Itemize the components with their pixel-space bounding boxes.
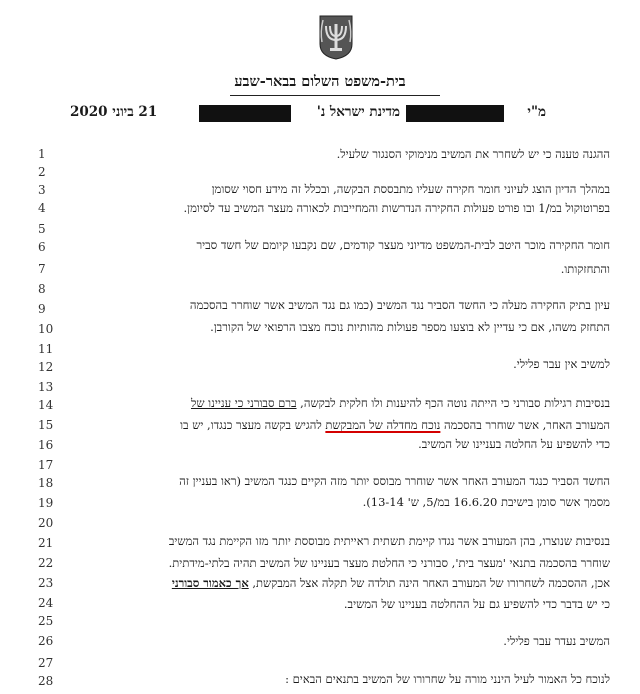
body-line: מסמך אשר סומן בישיבת 16.6.20 במ/5, ש' 13-14). — [362, 495, 610, 509]
line-number: 20 — [38, 516, 54, 530]
body-line: בפרוטוקול במ/1 ובו פורט פעולות החקירה הנדרשות והמחייבות לכאורה מעצר המשיב עד לסיומן. — [183, 201, 610, 215]
body-line: המשיב נעדר עבר פלילי. — [503, 634, 610, 648]
body-line — [84, 418, 610, 432]
body-line: כדי להשפיע על החלטה בעניינו של המשיב. — [418, 437, 610, 451]
case-party: מדינת ישראל נ' — [316, 104, 400, 120]
line-number: 9 — [38, 302, 46, 316]
line-number: 7 — [38, 262, 46, 276]
line-number: 3 — [38, 183, 46, 197]
line-number: 5 — [38, 222, 46, 236]
line-number: 17 — [38, 458, 54, 472]
body-line: למשיב אין עבר פלילי. — [513, 357, 610, 371]
court-name-underline — [230, 95, 440, 96]
court-name: בית-משפט השלום בבאר-שבע — [234, 73, 406, 90]
line-number: 16 — [38, 438, 54, 452]
highlighted-phrase: נוכח מחדלה של המבקשת — [325, 418, 441, 432]
line-number: 1 — [38, 147, 46, 161]
case-prefix: מ"י — [527, 104, 546, 120]
line-number: 11 — [38, 342, 54, 356]
line-number: 12 — [38, 360, 54, 374]
document-date: 21 ביוני 2020 — [70, 104, 158, 120]
state-emblem-icon — [317, 14, 355, 60]
line-number: 18 — [38, 476, 54, 490]
body-line: עיון בתיק החקירה מעלה כי החשד הסביר נגד המשיב (כמו גם נגד המשיב אשר שוחרר בהסכמה — [189, 298, 610, 312]
body-segment: בנסיבות רגילות סבורני כי הייתה נוטה הכף להיענות ולו חלקית לבקשה, — [296, 396, 610, 410]
line-number: 6 — [38, 240, 46, 254]
line-number: 21 — [38, 536, 54, 550]
body-segment: אכן, ההסכמה לשחרורו של המעורב האחר הינה תולדה של תקלה אצל המבקשת, — [248, 576, 610, 590]
body-segment: המעורב האחר, אשר שוחרר בהסכמה — [440, 418, 610, 432]
body-line: והתחזקותו. — [560, 262, 610, 276]
line-number: 4 — [38, 201, 46, 215]
line-number: 24 — [38, 596, 54, 610]
line-number: 15 — [38, 418, 54, 432]
body-line: שוחרר בהסכמה בתנאי 'מעצר בית', סבורני כי החלטת מעצר בעניינו של המשיב תהיה בלתי-מידתית. — [168, 556, 610, 570]
body-line: בנסיבות שנוצרו, בהן המעורב אשר נגדו קיימת תשתית ראייתית מבוססת יותר מזו הקיימת נגד המשיב — [168, 534, 610, 548]
line-number: 25 — [38, 614, 54, 628]
body-line: החשד הסביר כנגד המעורב האחר אשר שוחרר מבוסס יותר מזה הקיים כנגד המשיב (ראו בעניין זה — [179, 474, 610, 488]
body-line — [84, 396, 610, 410]
underlined-phrase: אך כאמור סבורני — [171, 576, 249, 590]
line-number: 19 — [38, 496, 54, 510]
line-number: 26 — [38, 634, 54, 648]
body-line: ההגנה טענה כי יש לשחרר את המשיב מנימוקי הסנגור שלעיל. — [336, 147, 610, 161]
line-number: 10 — [38, 322, 54, 336]
body-line — [84, 576, 610, 590]
body-line: לנוכח כל האמור לעיל הינני מורה על שחרורו של המשיב בתנאים הבאים : — [285, 672, 610, 686]
line-number: 22 — [38, 556, 54, 570]
body-line: חומר החקירה מוכר היטב לבית-המשפט מדיוני מעצר קודמים, שם נקבעו קיומם של חשד סביר — [196, 238, 610, 252]
line-number: 28 — [38, 674, 54, 688]
body-line: כי יש בדבר כדי להשפיע גם על ההחלטה בעניינו של המשיב. — [343, 597, 610, 611]
line-number: 14 — [38, 398, 54, 412]
underlined-phrase: ברם סבורני כי עניינו של — [190, 396, 297, 410]
line-number: 23 — [38, 576, 54, 590]
line-number: 13 — [38, 380, 54, 394]
case-header — [70, 104, 546, 124]
line-number: 27 — [38, 656, 54, 670]
body-line: התחזק משהו, אם כי עדיין לא בוצעו מספר פעולות מהותיות נוכח מצבו הרפואי של הקורבן. — [210, 320, 610, 334]
redaction-block — [406, 105, 504, 122]
line-number: 2 — [38, 165, 46, 179]
body-segment: להגיש בקשה מעצר כנגדו, יש בו — [180, 418, 326, 432]
redaction-block — [199, 105, 291, 122]
line-number: 8 — [38, 282, 46, 296]
body-line: במהלך הדיון הוצג לעיוני חומר חקירה שעליו מתבססת הבקשה, ובכלל זה מידע חסוי שסומן — [211, 182, 610, 196]
